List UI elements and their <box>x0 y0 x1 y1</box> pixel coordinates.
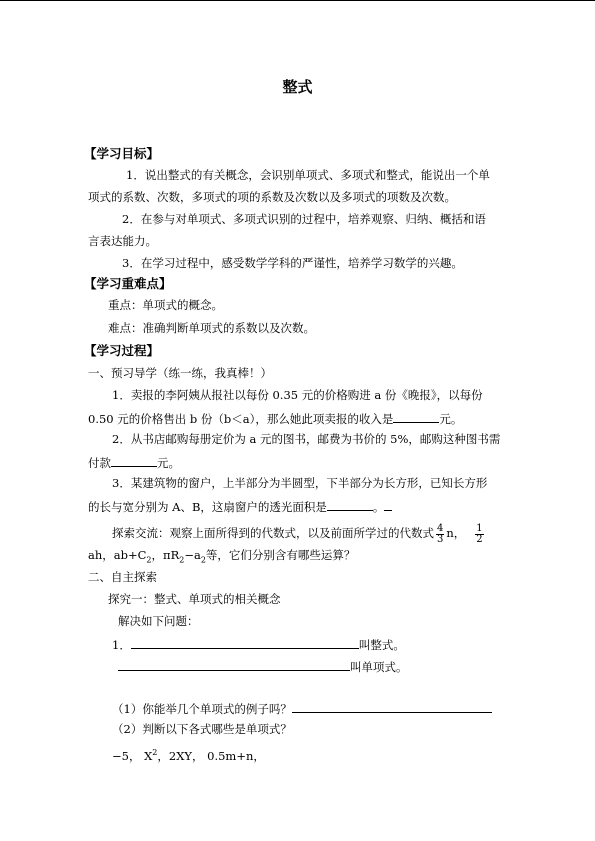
question-3-text: 的长与宽分别为 A、B，这扇窗户的透光面积是 <box>88 500 327 514</box>
question-1-line-2 <box>88 410 462 426</box>
answer-blank-2[interactable] <box>111 454 157 467</box>
examples-blank[interactable] <box>292 700 492 713</box>
explore-n: n， <box>446 526 466 540</box>
expression-list: −5， $X^2$，2XY， 0.5m+n， <box>112 748 265 763</box>
keypoints-heading: 【学习重难点】 <box>84 276 172 291</box>
page-title: 整式 <box>282 78 313 96</box>
fraction-four-thirds: $\frac{4}{3}$ <box>437 522 444 545</box>
explore-line-1 <box>112 522 486 545</box>
question-2-text: 付款 <box>88 456 111 470</box>
goal-1-line-2: 项式的系数、次数，多项式的项的系数及次数以及多项式的项数及次数。 <box>88 190 456 204</box>
focus-point: 重点：单项式的概念。 <box>108 298 223 312</box>
question-1-text: 0.50 元的价格售出 b 份（b＜a），那么她此项卖报的收入是 <box>88 412 394 426</box>
goal-1-line-1: 1．说出整式的有关概念，会识别单项式、多项式和整式，能说出一个单 <box>126 168 490 182</box>
goal-2-line-1: 2．在参与对单项式、多项式识别的过程中，培养观察、归纳、概括和语 <box>122 212 486 226</box>
question-3-line-2 <box>88 498 392 514</box>
item-1-line-2: 叫单项式。 <box>118 658 408 674</box>
goal-3: 3．在学习过程中，感受数学学科的严谨性，培养学习数学的兴趣。 <box>122 256 463 270</box>
question-2-line-2 <box>88 454 180 470</box>
explore-line-2: ah，$ab+C_2$，$\pi R_2-a_2$等，它们分别含有哪些运算？ <box>88 548 356 565</box>
goal-2-line-2: 言表达能力。 <box>88 234 157 248</box>
section-1-title: 一、预习导学（练一练，我真棒！） <box>88 366 272 380</box>
answer-blank-1[interactable] <box>393 410 439 423</box>
question-3-end: 。 <box>372 500 385 514</box>
difficulty-point: 难点：准确判断单项式的系数以及次数。 <box>108 321 315 335</box>
answer-blank-3-tail <box>384 498 392 511</box>
explore-text: 探索交流：观察上面所得到的代数式，以及前面所学过的代数式 <box>112 526 434 540</box>
monomial-blank[interactable] <box>118 658 350 671</box>
prompt-2: （2）判断以下各式哪些是单项式？ <box>112 722 292 736</box>
question-3-line-1: 3．某建筑物的窗户，上半部分为半圆型，下半部分为长方形，已知长方形 <box>112 476 488 490</box>
solve-prompt: 解决如下问题： <box>118 614 199 628</box>
goals-heading: 【学习目标】 <box>84 146 160 161</box>
fraction-one-half: $\frac{1}{2}$ <box>476 522 483 545</box>
process-heading: 【学习过程】 <box>84 343 160 358</box>
top-border <box>0 0 595 1</box>
question-2-line-1: 2．从书店邮购每册定价为 a 元的图书，邮费为书价的 5%，邮购这种图书需 <box>112 432 501 446</box>
integral-expression-blank[interactable] <box>131 636 359 649</box>
question-2-end: 元。 <box>157 456 180 470</box>
question-1-line-1: 1．卖报的李阿姨从报社以每份 0.35 元的价格购进 a 份《晚报》，以每份 <box>112 388 483 402</box>
question-1-end: 元。 <box>439 412 463 426</box>
answer-blank-3[interactable] <box>327 498 373 511</box>
prompt-1: （1）你能举几个单项式的例子吗？ <box>112 700 492 716</box>
section-2-title: 二、自主探索 <box>88 570 157 584</box>
inquiry-1-title: 探究一：整式、单项式的相关概念 <box>108 592 281 606</box>
item-1-line-1: 1． 叫整式。 <box>112 638 405 652</box>
